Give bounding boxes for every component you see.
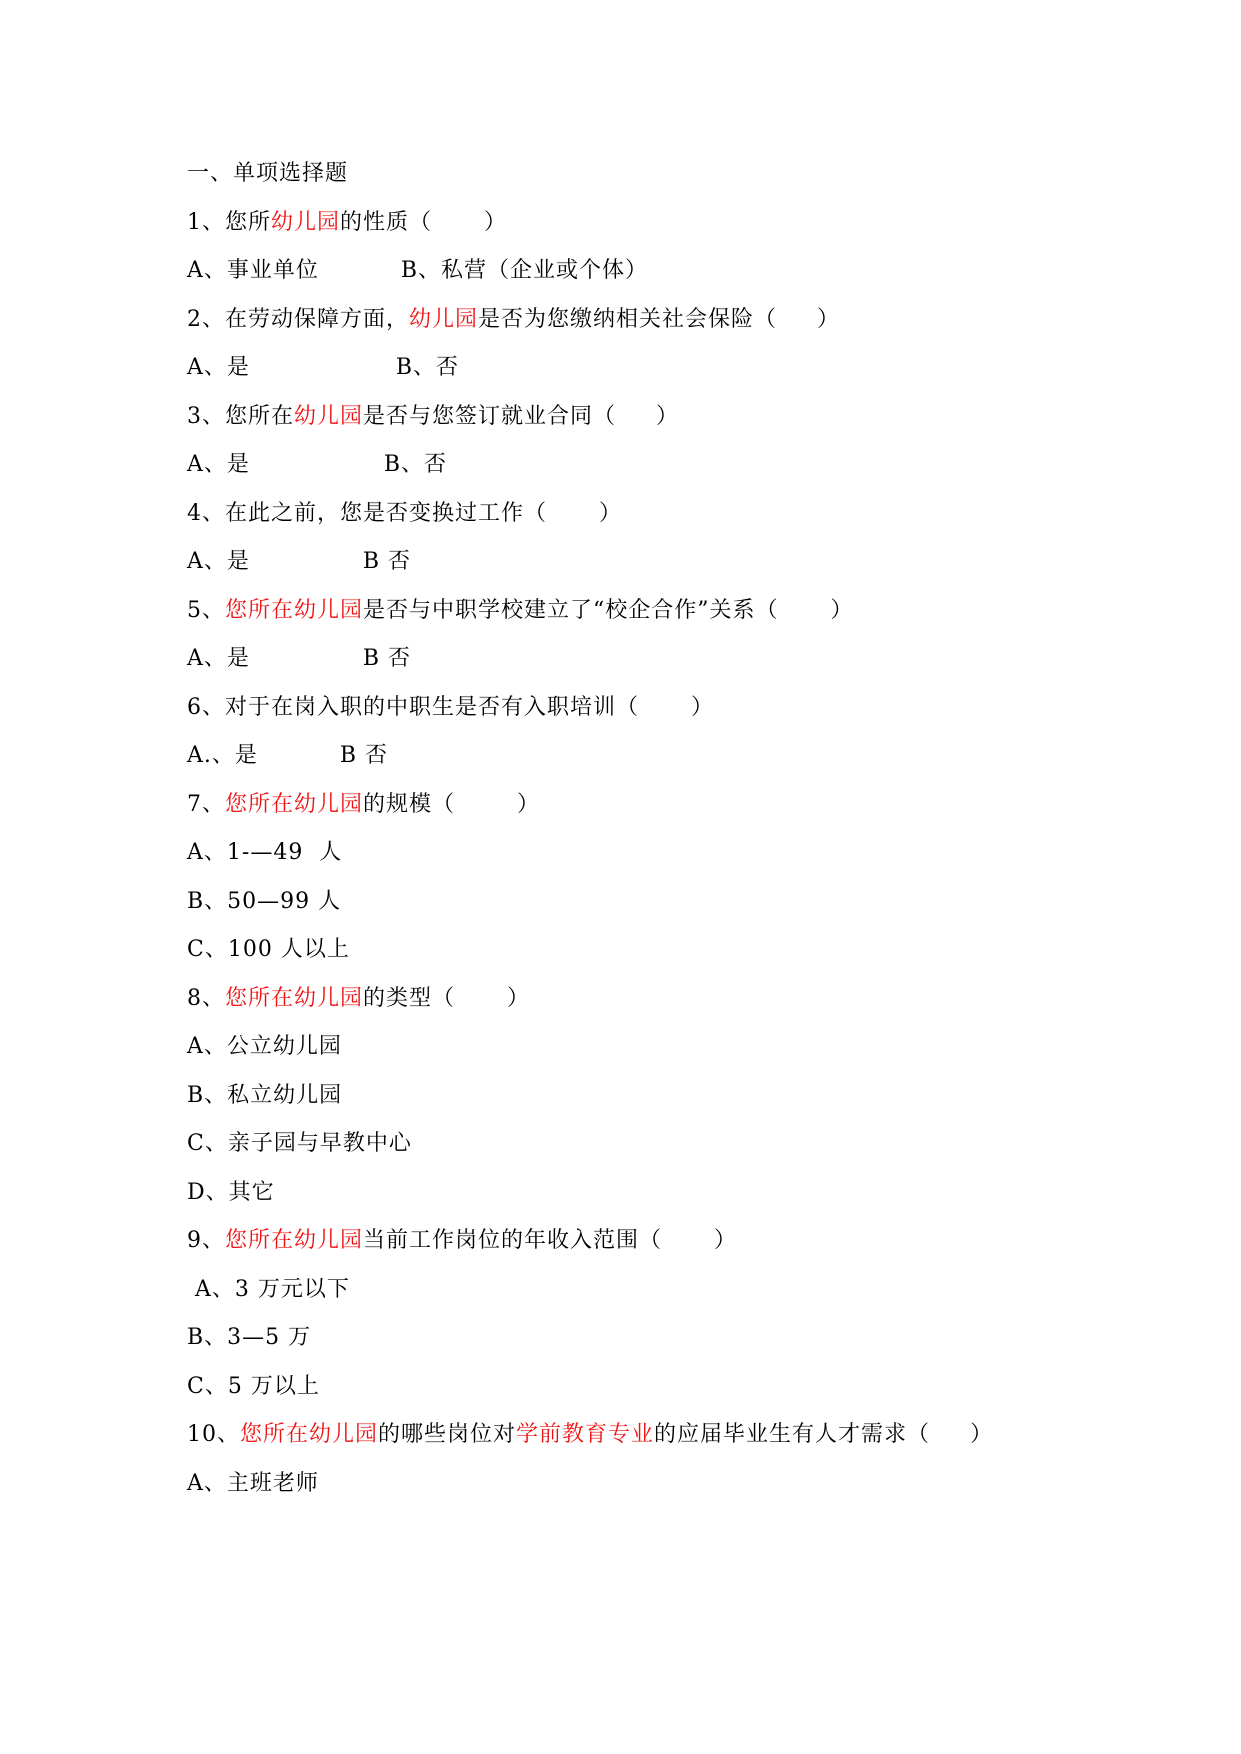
question-10-option: A、主班老师 <box>187 1470 319 1496</box>
question-6-options <box>187 738 1137 787</box>
question-7-option: B、50—99 人 <box>187 888 342 914</box>
option-b: B 否 <box>362 549 412 574</box>
question-8-option: C、亲子园与早教中心 <box>187 1131 412 1156</box>
question-2-options <box>187 350 1137 399</box>
question-9-option: C、5 万以上 <box>187 1373 320 1399</box>
highlight-text: 您所在幼儿园 <box>225 597 364 623</box>
question-2: 2、在劳动保障方面，幼儿园是否为您缴纳相关社会保险（ ） <box>187 306 841 332</box>
question-4-options <box>187 544 1137 593</box>
option-a: A.、是 <box>187 743 258 768</box>
highlight-text: 您所在幼儿园 <box>225 985 364 1011</box>
highlight-text: 学前教育专业 <box>516 1422 655 1447</box>
highlight-text: 您所在幼儿园 <box>225 791 364 817</box>
option-a: A、是 <box>187 452 250 477</box>
question-1: 1、您所幼儿园的性质（ ） <box>187 209 508 235</box>
highlight-text: 幼儿园 <box>294 403 364 429</box>
question-4: 4、在此之前，您是否变换过工作（ ） <box>187 500 623 526</box>
question-9: 9、您所在幼儿园当前工作岗位的年收入范围（ ） <box>187 1228 738 1253</box>
question-8-option: D、其它 <box>187 1179 275 1205</box>
highlight-text: 幼儿园 <box>271 209 341 235</box>
question-1-options <box>187 253 1137 302</box>
question-3-options <box>187 447 1137 496</box>
section-title: 一、单项选择题 <box>187 161 349 186</box>
option-a: A、是 <box>187 646 250 671</box>
question-10: 10、您所在幼儿园的哪些岗位对学前教育专业的应届毕业生有人才需求（ ） <box>187 1422 994 1447</box>
question-5: 5、您所在幼儿园是否与中职学校建立了“校企合作”关系（ ） <box>187 597 854 623</box>
option-b: B、私营（企业或个体） <box>400 258 649 283</box>
question-7: 7、您所在幼儿园的规模（ ） <box>187 791 541 817</box>
question-8: 8、您所在幼儿园的类型（ ） <box>187 985 531 1011</box>
question-6: 6、对于在岗入职的中职生是否有入职培训（ ） <box>187 694 715 720</box>
highlight-text: 您所在幼儿园 <box>225 1228 364 1253</box>
question-5-options <box>187 641 1137 690</box>
question-9-option: B、3—5 万 <box>187 1325 312 1350</box>
option-a: A、是 <box>187 549 250 574</box>
option-b: B、否 <box>383 452 448 477</box>
option-b: B、否 <box>395 355 460 380</box>
questionnaire <box>187 156 1137 1514</box>
question-7-option: A、1-—49 人 <box>187 840 343 865</box>
option-b: B 否 <box>339 743 389 768</box>
highlight-text: 您所在幼儿园 <box>240 1422 379 1447</box>
option-a: A、事业单位 <box>187 258 319 283</box>
question-8-option: A、公立幼儿园 <box>187 1034 342 1059</box>
question-3: 3、您所在幼儿园是否与您签订就业合同（ ） <box>187 403 680 429</box>
option-a: A、是 <box>187 355 250 380</box>
question-8-option: B、私立幼儿园 <box>187 1082 343 1108</box>
question-9-option: A、3 万元以下 <box>187 1276 350 1302</box>
option-b: B 否 <box>362 646 412 671</box>
highlight-text: 幼儿园 <box>409 306 479 332</box>
question-7-option: C、100 人以上 <box>187 937 350 962</box>
